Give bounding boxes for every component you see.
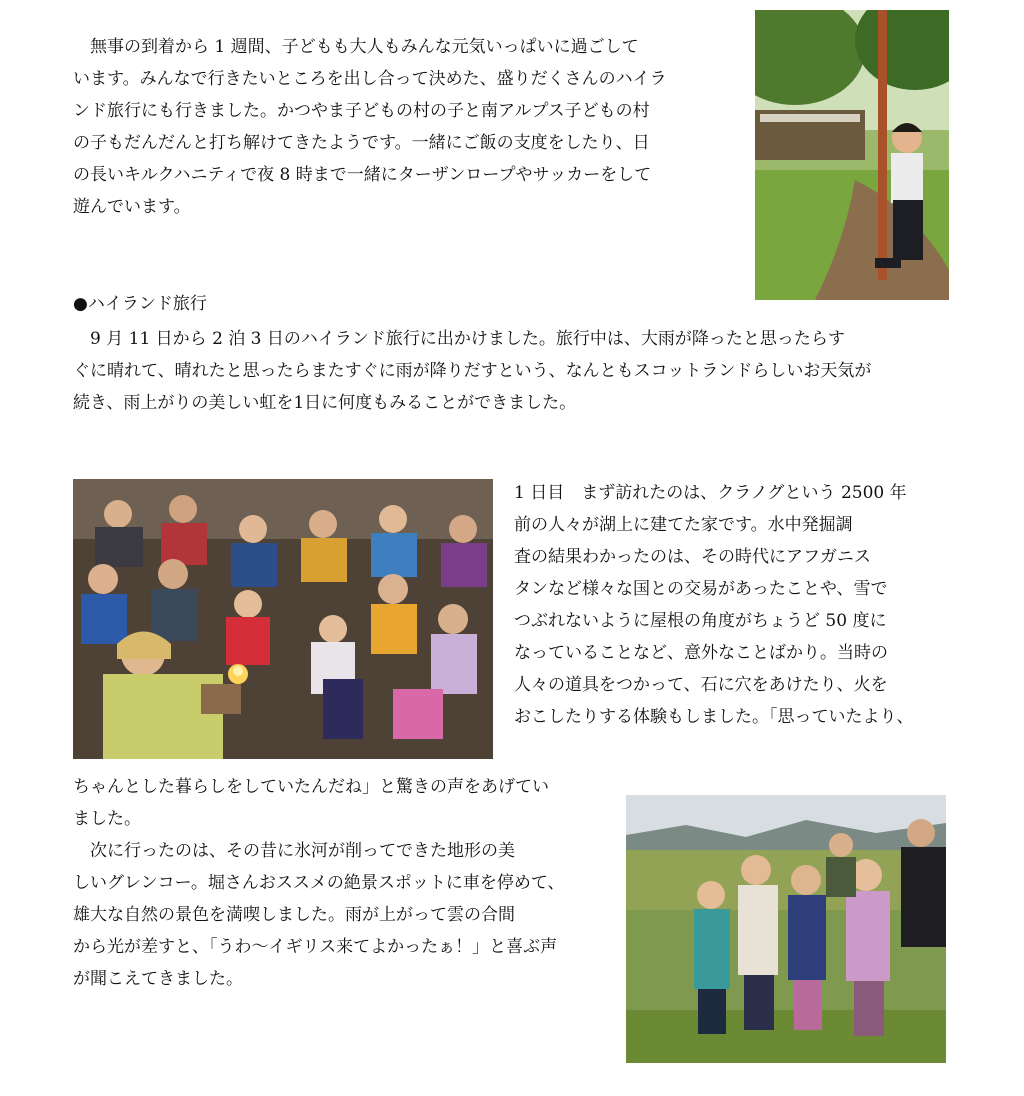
section-heading-text: ●ハイランド旅行 (73, 294, 207, 314)
day1-line: 人々の道具をつかって、石に穴をあけたり、火を (514, 675, 888, 695)
day1-right-paragraph (514, 477, 954, 733)
day1-line: 前の人々が湖上に建てた家です。水中発掘調 (514, 515, 853, 535)
day1-left-paragraph (73, 771, 618, 995)
day1-line: から光が差すと、「うわ～イギリス来てよかったぁ！」と喜ぶ声 (73, 937, 558, 957)
section-line: ぐに晴れて、晴れたと思ったらまたすぐに雨が降りだすという、なんともスコットランドらしいお天気が (73, 361, 872, 381)
day1-line: ちゃんとした暮らしをしていたんだね」と驚きの声をあげてい (73, 777, 549, 797)
intro-paragraph (73, 31, 743, 223)
day1-line: 雄大な自然の景色を満喫しました。雨が上がって雲の合間 (73, 905, 515, 925)
section-heading (73, 288, 373, 320)
photo-rope-swing (755, 10, 949, 300)
day1-line: が聞こえてきました。 (73, 969, 243, 989)
day1-line: 査の結果わかったのは、その時代にアフガニス (514, 547, 871, 567)
intro-line: の長いキルクハニティで夜 8 時まで一緒にターザンロープやサッカーをして (73, 165, 652, 185)
intro-line: の子もだんだんと打ち解けてきたようです。一緒にご飯の支度をしたり、日 (73, 133, 650, 153)
photo-glencoe-group (626, 795, 946, 1063)
section-line: 続き、雨上がりの美しい虹を1日に何度もみることができました。 (73, 393, 577, 413)
day1-line: タンなど様々な国との交易があったことや、雪で (514, 579, 888, 599)
day1-line: なっていることなど、意外なことばかり。当時の (514, 643, 888, 663)
day1-line: つぶれないように屋根の角度がちょうど 50 度に (514, 611, 887, 631)
section-paragraph (73, 323, 953, 419)
section-line: 9 月 11 日から 2 泊 3 日のハイランド旅行に出かけました。旅行中は、大雨が降ったと思ったらす (73, 329, 845, 349)
day1-line: おこしたりする体験もしました。「思っていたより、 (514, 707, 914, 727)
intro-line: 無事の到着から 1 週間、子どもも大人もみんな元気いっぱいに過ごして (73, 37, 639, 57)
intro-line: ンド旅行にも行きました。かつやま子どもの村の子と南アルプス子どもの村 (73, 101, 650, 121)
day1-line: 1 日目 まず訪れたのは、クラノグという 2500 年 (514, 483, 907, 503)
photo-fire-demonstration (73, 479, 493, 759)
day1-line: ました。 (73, 809, 141, 829)
intro-line: います。みんなで行きたいところを出し合って決めた、盛りだくさんのハイラ (73, 69, 667, 89)
day1-line: 次に行ったのは、その昔に氷河が削ってできた地形の美 (73, 841, 515, 861)
intro-line: 遊んでいます。 (73, 197, 191, 217)
day1-line: しいグレンコー。堀さんおススメの絶景スポットに車を停めて、 (73, 873, 565, 893)
